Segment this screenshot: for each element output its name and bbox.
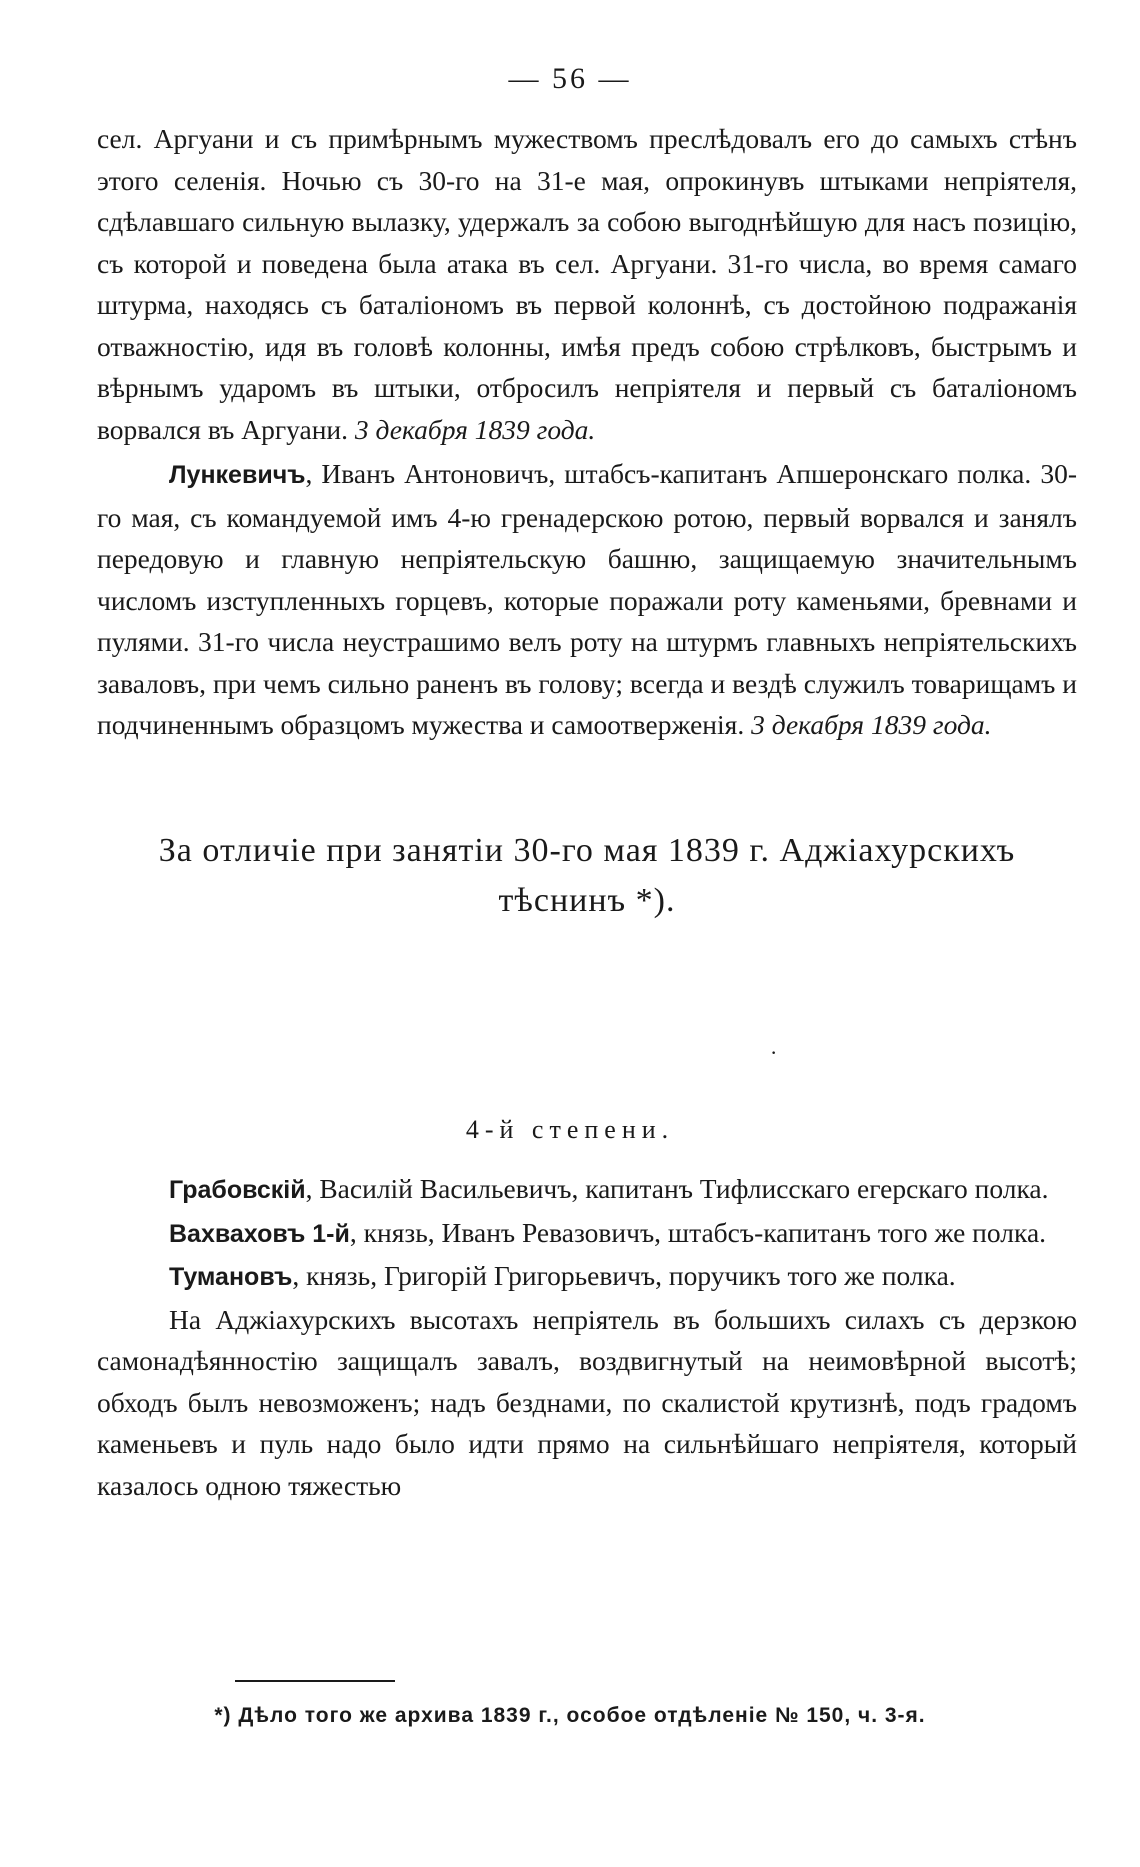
lunkevich-entry [97,453,1077,746]
awardee-entry [97,1212,1077,1256]
footnote-rule [235,1680,395,1682]
awardee-name: Вахваховъ 1-й [169,1219,350,1248]
page-number: — 56 — [508,62,632,95]
awardee-text: , Иванъ Антоновичъ, штабсъ-капитанъ Апшеронскаго полка. 30-го мая, съ командуемой имъ 4-ю гренадерскою ротою, первый ворвался и занялъ передовую и главную непріятельскую башню, защищаемую значительнымъ числомъ изступленныхъ горцевъ, которые поражали роту каменьями, бревнами и пулями. 31-го числа неустрашимо велъ роту на штурмъ главныхъ непріятельскихъ заваловъ, при чемъ сильно раненъ въ голову; всегда и вездѣ служилъ товарищамъ и подчиненнымъ образцомъ мужества и самоотверженія. [97,458,1077,740]
award-date: 3 декабря 1839 года. [354,413,596,445]
stray-mark: · [770,1040,778,1065]
continued-paragraph [97,118,1077,450]
awardee-text: , князь, Иванъ Ревазовичъ, штабсъ-капитанъ того же полка. [349,1216,1047,1248]
section-heading: За отличіе при занятіи 30-го мая 1839 г. Аджіахурскихъ тѣснинъ *). [158,832,1016,919]
continued-paragraph-text: сел. Аргуани и съ примѣрнымъ мужествомъ преслѣдовалъ его до самыхъ стѣнъ этого селенія. Ночью съ 30-го на 31-е мая, опрокинувъ штыками непріятеля, сдѣлавшаго сильную вылазку, удержалъ за собою выгоднѣйшую для насъ позицію, съ которой и поведена была атака въ сел. Аргуани. 31-го числа, во время самаго штурма, находясь съ баталіономъ въ первой колоннѣ, съ достойною подражанія отважностію, идя въ головѣ колонны, имѣя предъ собою стрѣлковъ, быстрымъ и вѣрнымъ ударомъ въ штыки, отбросилъ непріятеля и первый съ баталіономъ ворвался въ Аргуани. [97,123,1077,445]
closing-paragraph: На Аджіахурскихъ высотахъ непріятель въ большихъ силахъ съ дерзкою самонадѣянностію защищалъ завалъ, воздвигнутый на неимовѣрной высотѣ; обходъ былъ невозможенъ; надъ безднами, по скалистой крутизнѣ, подъ градомъ каменьевъ и пуль надо было идти прямо на сильнѣйшаго непріятеля, который казалось одною тяжестью [97,1303,1077,1501]
awardee-entry [97,1255,1077,1299]
award-date: 3 декабря 1839 года. [751,709,992,740]
awardee-list [97,1168,1077,1506]
awardee-name: Лункевичъ [169,461,306,489]
awardee-name: Тумановъ [169,1263,293,1291]
awardee-name: Грабовскій [169,1176,306,1204]
footnote: *) Дѣло того же архива 1839 г., особое отдѣленіе № 150, ч. 3-я. [214,1704,926,1727]
degree-heading: 4-й степени. [465,1115,675,1144]
awardee-text: , князь, Григорій Григорьевичъ, поручикъ того же полка. [292,1260,956,1291]
awardee-entry [97,1168,1077,1212]
awardee-text: , Василій Васильевичъ, капитанъ Тифлисскаго егерскаго полка. [305,1173,1049,1204]
